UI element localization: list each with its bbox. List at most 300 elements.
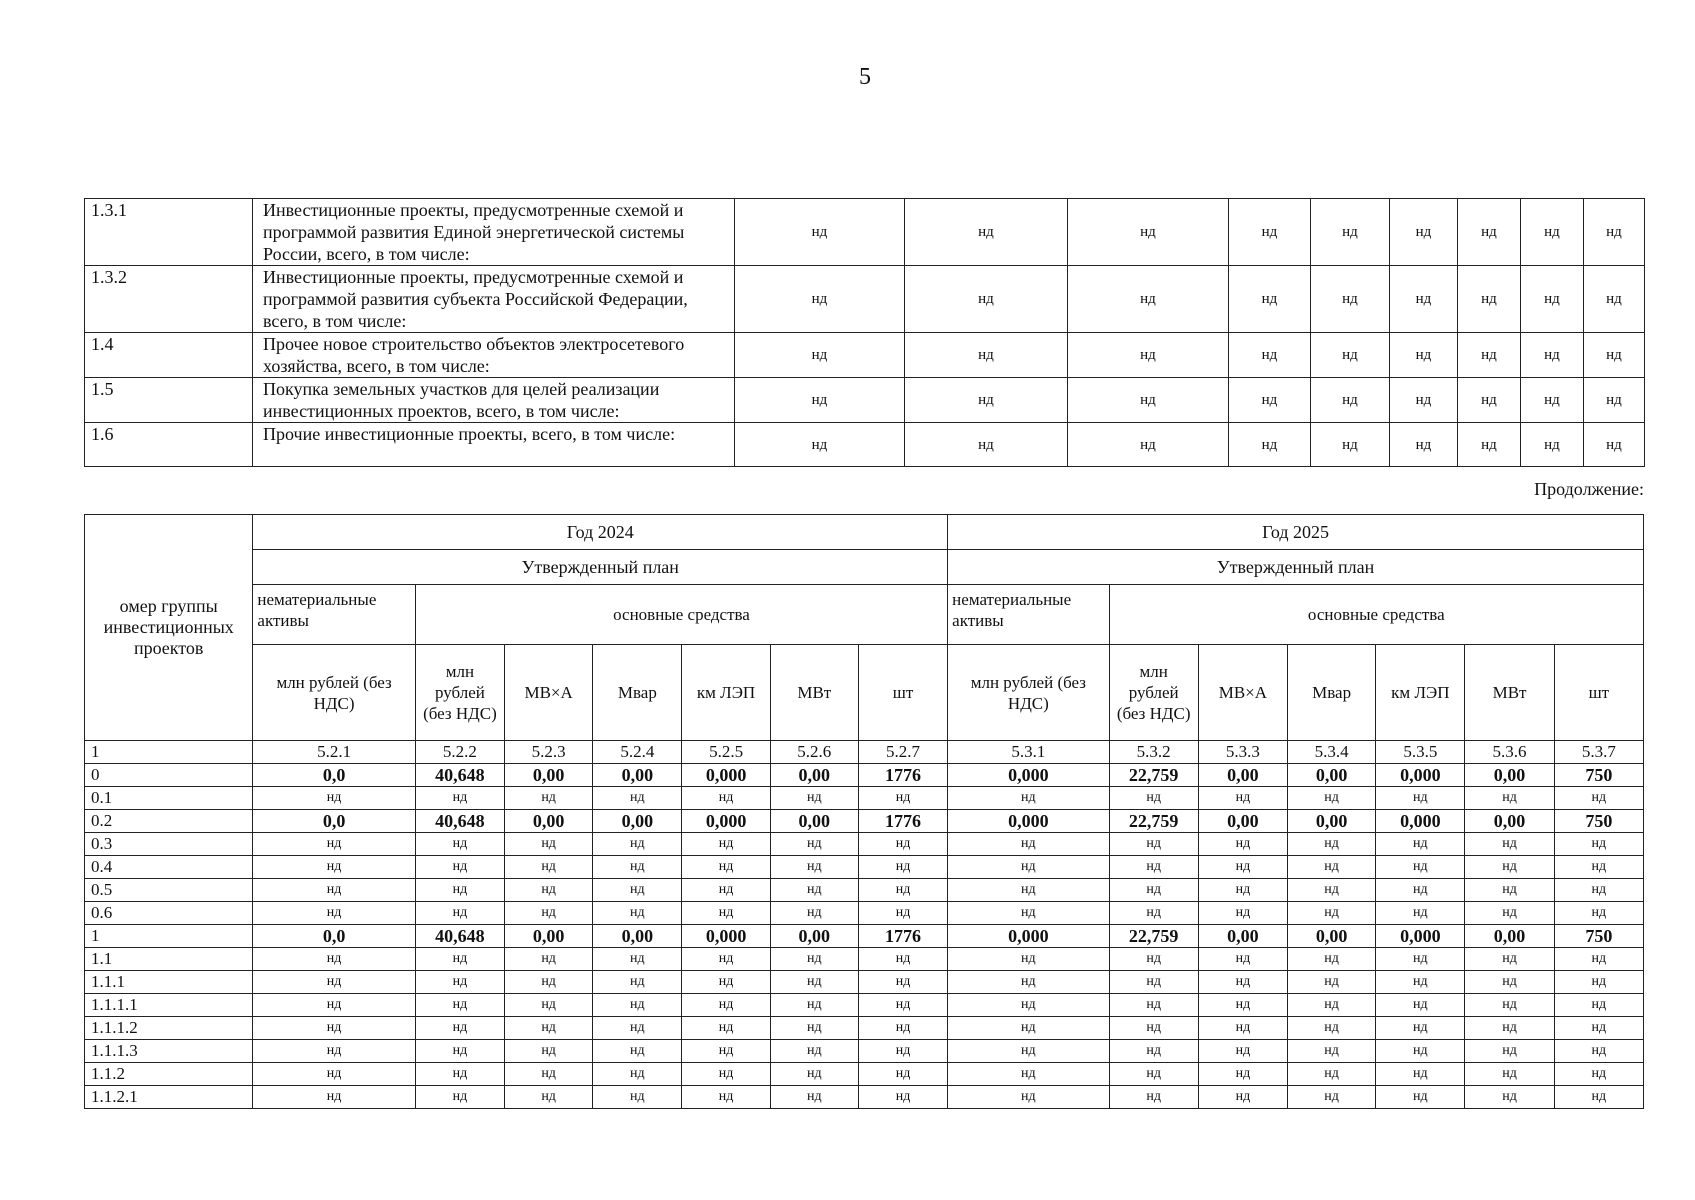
- top-table-row: [85, 266, 1645, 333]
- cell-value: 0,00: [1465, 764, 1554, 787]
- cell-value: нд: [1198, 833, 1287, 856]
- top-table-row: [85, 423, 1645, 467]
- cell-value: 22,759: [1109, 810, 1198, 833]
- cell-value: нд: [593, 1017, 682, 1040]
- cell-value: нд: [858, 1086, 947, 1109]
- row-code: 1.1: [85, 948, 253, 971]
- table-row: [85, 925, 1644, 948]
- cell-value: нд: [1554, 856, 1643, 879]
- cell-value: нд: [1311, 266, 1390, 333]
- cell-value: нд: [858, 902, 947, 925]
- table-row: [85, 879, 1644, 902]
- column-index: 5.2.1: [253, 741, 415, 764]
- column-index: 5.3.6: [1465, 741, 1554, 764]
- cell-value: нд: [415, 787, 504, 810]
- unit-header: Мвар: [593, 645, 682, 741]
- cell-value: нд: [593, 994, 682, 1017]
- cell-value: 0,00: [593, 810, 682, 833]
- intangible-2025-header: нематериальные активы: [948, 585, 1109, 645]
- row-code: 0: [85, 764, 253, 787]
- table-row: [85, 994, 1644, 1017]
- cell-value: нд: [1109, 787, 1198, 810]
- cell-value: нд: [1311, 423, 1390, 467]
- cell-value: нд: [682, 1063, 770, 1086]
- cell-value: нд: [505, 902, 593, 925]
- plan-2024-header: Утвержденный план: [253, 550, 948, 585]
- cell-value: нд: [593, 902, 682, 925]
- cell-value: нд: [1554, 833, 1643, 856]
- cell-value: нд: [1198, 1017, 1287, 1040]
- top-table-row: [85, 199, 1645, 266]
- cell-value: нд: [1376, 1063, 1465, 1086]
- cell-value: 22,759: [1109, 925, 1198, 948]
- top-table: [84, 198, 1645, 467]
- cell-value: нд: [858, 971, 947, 994]
- cell-value: нд: [1458, 423, 1521, 467]
- cell-value: нд: [1458, 199, 1521, 266]
- cell-value: нд: [1198, 856, 1287, 879]
- unit-header: км ЛЭП: [682, 645, 770, 741]
- cell-value: 0,00: [505, 764, 593, 787]
- cell-value: нд: [1109, 1017, 1198, 1040]
- cell-value: 0,00: [505, 925, 593, 948]
- unit-header: шт: [858, 645, 947, 741]
- cell-value: 0,00: [1198, 764, 1287, 787]
- cell-value: 0,000: [682, 810, 770, 833]
- cell-value: нд: [1229, 266, 1311, 333]
- cell-value: нд: [415, 1017, 504, 1040]
- cell-value: нд: [1198, 1063, 1287, 1086]
- row-code: 0.3: [85, 833, 253, 856]
- unit-header: МВт: [1465, 645, 1554, 741]
- cell-value: нд: [1288, 948, 1376, 971]
- row-code: 1: [85, 925, 253, 948]
- row-code: 1.1.2: [85, 1063, 253, 1086]
- cell-value: нд: [253, 1040, 415, 1063]
- column-index: 5.3.3: [1198, 741, 1287, 764]
- cell-value: нд: [948, 1017, 1109, 1040]
- cell-value: нд: [858, 787, 947, 810]
- cell-value: нд: [1229, 199, 1311, 266]
- cell-value: нд: [1376, 948, 1465, 971]
- cell-value: 0,00: [1288, 810, 1376, 833]
- cell-value: нд: [1554, 1086, 1643, 1109]
- cell-value: нд: [415, 994, 504, 1017]
- cell-value: нд: [948, 902, 1109, 925]
- cell-value: нд: [1109, 1040, 1198, 1063]
- cell-value: нд: [682, 787, 770, 810]
- cell-value: нд: [858, 879, 947, 902]
- unit-header: млн рублей (без НДС): [253, 645, 415, 741]
- cell-value: нд: [1465, 902, 1554, 925]
- column-index: 5.2.7: [858, 741, 947, 764]
- cell-value: 0,0: [253, 764, 415, 787]
- cell-value: нд: [1465, 856, 1554, 879]
- cell-value: нд: [1311, 333, 1390, 378]
- cell-value: 0,000: [1376, 764, 1465, 787]
- cell-value: нд: [253, 856, 415, 879]
- cell-value: нд: [1068, 199, 1229, 266]
- row-code: 1.3.1: [85, 199, 253, 266]
- cell-value: нд: [253, 948, 415, 971]
- cell-value: нд: [1458, 378, 1521, 423]
- cell-value: нд: [1288, 787, 1376, 810]
- row-code: 1.1.2.1: [85, 1086, 253, 1109]
- column-index: 5.2.2: [415, 741, 504, 764]
- cell-value: 0,000: [948, 810, 1109, 833]
- cell-value: 40,648: [415, 925, 504, 948]
- column-index: 5.3.5: [1376, 741, 1465, 764]
- cell-value: нд: [593, 1086, 682, 1109]
- cell-value: нд: [682, 833, 770, 856]
- cell-value: нд: [253, 1063, 415, 1086]
- column-index: 5.3.4: [1288, 741, 1376, 764]
- row-code: 1.1.1.1: [85, 994, 253, 1017]
- cell-value: нд: [415, 1040, 504, 1063]
- row-code: 0.2: [85, 810, 253, 833]
- unit-header: шт: [1554, 645, 1643, 741]
- cell-value: нд: [1521, 266, 1584, 333]
- cell-value: нд: [770, 971, 858, 994]
- cell-value: нд: [770, 856, 858, 879]
- cell-value: нд: [1376, 856, 1465, 879]
- cell-value: 1776: [858, 925, 947, 948]
- cell-value: 0,00: [1465, 925, 1554, 948]
- row-code: 1.1.1.2: [85, 1017, 253, 1040]
- year-2025-header: Год 2025: [948, 515, 1644, 550]
- cell-value: 0,000: [1376, 925, 1465, 948]
- cell-value: нд: [948, 879, 1109, 902]
- cell-value: нд: [1198, 971, 1287, 994]
- cell-value: нд: [593, 948, 682, 971]
- fixed-assets-2025-header: основные средства: [1109, 585, 1643, 645]
- cell-value: нд: [1288, 1086, 1376, 1109]
- cell-value: 0,00: [1465, 810, 1554, 833]
- cell-value: 750: [1554, 925, 1643, 948]
- cell-value: нд: [948, 856, 1109, 879]
- cell-value: нд: [1109, 902, 1198, 925]
- cell-value: нд: [1376, 1040, 1465, 1063]
- cell-value: нд: [505, 948, 593, 971]
- cell-value: 0,000: [682, 925, 770, 948]
- cell-value: 22,759: [1109, 764, 1198, 787]
- cell-value: нд: [593, 1040, 682, 1063]
- row-code: 0.5: [85, 879, 253, 902]
- cell-value: 0,00: [770, 925, 858, 948]
- cell-value: нд: [1390, 423, 1458, 467]
- cell-value: нд: [735, 199, 905, 266]
- cell-value: нд: [1109, 948, 1198, 971]
- cell-value: нд: [948, 1086, 1109, 1109]
- cell-value: 750: [1554, 810, 1643, 833]
- cell-value: нд: [1584, 266, 1645, 333]
- cell-value: нд: [1109, 856, 1198, 879]
- cell-value: нд: [948, 971, 1109, 994]
- cell-value: нд: [1465, 833, 1554, 856]
- cell-value: нд: [1229, 378, 1311, 423]
- cell-value: 0,00: [593, 764, 682, 787]
- row-description: Инвестиционные проекты, предусмотренные схемой и программой развития Единой энергетической системы России, всего, в том числе:: [253, 199, 735, 266]
- column-index: 5.3.2: [1109, 741, 1198, 764]
- cell-value: нд: [682, 971, 770, 994]
- cell-value: нд: [415, 948, 504, 971]
- cell-value: нд: [948, 1040, 1109, 1063]
- cell-value: 0,00: [593, 925, 682, 948]
- cell-value: нд: [858, 833, 947, 856]
- unit-header: км ЛЭП: [1376, 645, 1465, 741]
- row-code: 1.1.1.3: [85, 1040, 253, 1063]
- cell-value: нд: [1458, 266, 1521, 333]
- cell-value: 0,00: [770, 764, 858, 787]
- cell-value: 0,0: [253, 925, 415, 948]
- cell-value: нд: [1584, 199, 1645, 266]
- cell-value: нд: [1198, 902, 1287, 925]
- year-2024-header: Год 2024: [253, 515, 948, 550]
- cell-value: нд: [1068, 266, 1229, 333]
- column-index: 5.2.4: [593, 741, 682, 764]
- cell-value: нд: [948, 994, 1109, 1017]
- cell-value: нд: [1109, 833, 1198, 856]
- column-index: 5.2.3: [505, 741, 593, 764]
- cell-value: нд: [1465, 971, 1554, 994]
- unit-header: млн рублей (без НДС): [1109, 645, 1198, 741]
- cell-value: нд: [253, 971, 415, 994]
- cell-value: нд: [858, 856, 947, 879]
- cell-value: нд: [593, 971, 682, 994]
- cell-value: нд: [770, 902, 858, 925]
- cell-value: нд: [735, 266, 905, 333]
- cell-value: нд: [415, 902, 504, 925]
- table-row: [85, 856, 1644, 879]
- cell-value: нд: [1288, 1040, 1376, 1063]
- cell-value: нд: [415, 856, 504, 879]
- cell-value: нд: [1376, 879, 1465, 902]
- cell-value: нд: [593, 787, 682, 810]
- cell-value: нд: [1376, 902, 1465, 925]
- cell-value: нд: [1229, 333, 1311, 378]
- table-row: [85, 1040, 1644, 1063]
- cell-value: 40,648: [415, 764, 504, 787]
- cell-value: нд: [1311, 378, 1390, 423]
- group-number-header: омер группы инвестиционных проектов: [85, 515, 253, 741]
- cell-value: нд: [253, 1086, 415, 1109]
- cell-value: нд: [682, 902, 770, 925]
- cell-value: нд: [1198, 948, 1287, 971]
- cell-value: нд: [1554, 994, 1643, 1017]
- cell-value: нд: [858, 994, 947, 1017]
- cell-value: нд: [1584, 423, 1645, 467]
- column-index: 5.2.6: [770, 741, 858, 764]
- cell-value: нд: [505, 971, 593, 994]
- cell-value: нд: [505, 1063, 593, 1086]
- cell-value: нд: [1109, 994, 1198, 1017]
- cell-value: 750: [1554, 764, 1643, 787]
- cell-value: нд: [593, 879, 682, 902]
- top-table-row: [85, 333, 1645, 378]
- cell-value: нд: [735, 333, 905, 378]
- row-code: 1.6: [85, 423, 253, 467]
- cell-value: нд: [1288, 879, 1376, 902]
- cell-value: нд: [948, 948, 1109, 971]
- cell-value: нд: [1229, 423, 1311, 467]
- cell-value: 0,00: [1198, 925, 1287, 948]
- cell-value: нд: [1554, 971, 1643, 994]
- cell-value: 0,00: [770, 810, 858, 833]
- cell-value: 40,648: [415, 810, 504, 833]
- cell-value: нд: [1465, 1040, 1554, 1063]
- cell-value: нд: [682, 879, 770, 902]
- cell-value: нд: [1521, 333, 1584, 378]
- unit-header: Мвар: [1288, 645, 1376, 741]
- cell-value: нд: [1554, 948, 1643, 971]
- cell-value: нд: [1554, 879, 1643, 902]
- cell-value: нд: [770, 1040, 858, 1063]
- row-description: Прочие инвестиционные проекты, всего, в том числе:: [253, 423, 735, 467]
- cell-value: нд: [415, 879, 504, 902]
- cell-value: нд: [1521, 378, 1584, 423]
- cell-value: нд: [858, 1017, 947, 1040]
- cell-value: нд: [1554, 1063, 1643, 1086]
- cell-value: нд: [1390, 266, 1458, 333]
- cell-value: нд: [593, 1063, 682, 1086]
- cell-value: нд: [1390, 199, 1458, 266]
- cell-value: нд: [253, 787, 415, 810]
- unit-header: МВ×А: [505, 645, 593, 741]
- cell-value: нд: [1465, 1017, 1554, 1040]
- unit-header: МВ×А: [1198, 645, 1287, 741]
- cell-value: нд: [505, 1040, 593, 1063]
- cell-value: нд: [1390, 333, 1458, 378]
- cell-value: нд: [1521, 423, 1584, 467]
- cell-value: нд: [1198, 994, 1287, 1017]
- column-index: 5.3.7: [1554, 741, 1643, 764]
- table-row: [85, 833, 1644, 856]
- cell-value: нд: [1465, 994, 1554, 1017]
- cell-value: нд: [1376, 787, 1465, 810]
- cell-value: нд: [505, 787, 593, 810]
- column-index: 5.3.1: [948, 741, 1109, 764]
- table-row: [85, 1086, 1644, 1109]
- unit-header: млн рублей (без НДС): [948, 645, 1109, 741]
- cell-value: нд: [505, 879, 593, 902]
- cell-value: нд: [253, 994, 415, 1017]
- cell-value: нд: [415, 971, 504, 994]
- cell-value: нд: [253, 879, 415, 902]
- cell-value: нд: [1584, 378, 1645, 423]
- cell-value: нд: [735, 378, 905, 423]
- cell-value: нд: [505, 833, 593, 856]
- cell-value: нд: [415, 1063, 504, 1086]
- cell-value: нд: [1521, 199, 1584, 266]
- row-code: 1.1.1: [85, 971, 253, 994]
- cell-value: 0,00: [1288, 764, 1376, 787]
- cell-value: 0,00: [1288, 925, 1376, 948]
- cell-value: нд: [1554, 787, 1643, 810]
- cell-value: нд: [253, 1017, 415, 1040]
- main-table: [84, 514, 1644, 1109]
- cell-value: нд: [905, 199, 1068, 266]
- cell-value: нд: [1288, 1063, 1376, 1086]
- row-code: 1: [85, 741, 253, 764]
- row-description: Прочее новое строительство объектов электросетевого хозяйства, всего, в том числе:: [253, 333, 735, 378]
- table-row: [85, 764, 1644, 787]
- table-row: [85, 787, 1644, 810]
- cell-value: нд: [770, 787, 858, 810]
- cell-value: нд: [1288, 902, 1376, 925]
- cell-value: нд: [1288, 833, 1376, 856]
- plan-2025-header: Утвержденный план: [948, 550, 1644, 585]
- row-code: 0.1: [85, 787, 253, 810]
- cell-value: нд: [1288, 971, 1376, 994]
- column-index: 5.2.5: [682, 741, 770, 764]
- cell-value: нд: [1288, 1017, 1376, 1040]
- cell-value: нд: [905, 423, 1068, 467]
- cell-value: нд: [1465, 948, 1554, 971]
- cell-value: нд: [1198, 879, 1287, 902]
- cell-value: нд: [415, 1086, 504, 1109]
- cell-value: нд: [905, 266, 1068, 333]
- row-code: 1.3.2: [85, 266, 253, 333]
- table-row: [85, 971, 1644, 994]
- cell-value: 0,000: [948, 925, 1109, 948]
- cell-value: нд: [858, 1040, 947, 1063]
- cell-value: нд: [770, 1017, 858, 1040]
- cell-value: нд: [905, 378, 1068, 423]
- cell-value: нд: [682, 1086, 770, 1109]
- cell-value: нд: [1109, 971, 1198, 994]
- cell-value: нд: [1376, 1017, 1465, 1040]
- row-code: 1.4: [85, 333, 253, 378]
- cell-value: 1776: [858, 810, 947, 833]
- cell-value: нд: [505, 856, 593, 879]
- cell-value: нд: [858, 1063, 947, 1086]
- cell-value: нд: [1376, 833, 1465, 856]
- cell-value: нд: [1198, 1086, 1287, 1109]
- table-row: [85, 1017, 1644, 1040]
- row-description: Инвестиционные проекты, предусмотренные схемой и программой развития субъекта Российской Федерации, всего, в том числе:: [253, 266, 735, 333]
- row-description: Покупка земельных участков для целей реализации инвестиционных проектов, всего, в том числе:: [253, 378, 735, 423]
- cell-value: нд: [1458, 333, 1521, 378]
- cell-value: нд: [1376, 1086, 1465, 1109]
- cell-value: нд: [1288, 856, 1376, 879]
- cell-value: нд: [948, 833, 1109, 856]
- row-code: 0.4: [85, 856, 253, 879]
- cell-value: нд: [682, 994, 770, 1017]
- cell-value: нд: [1554, 1017, 1643, 1040]
- cell-value: нд: [682, 948, 770, 971]
- cell-value: 0,00: [505, 810, 593, 833]
- cell-value: нд: [1554, 1040, 1643, 1063]
- cell-value: нд: [1109, 1063, 1198, 1086]
- cell-value: нд: [948, 1063, 1109, 1086]
- cell-value: нд: [253, 833, 415, 856]
- table-row: [85, 902, 1644, 925]
- page-number: 5: [859, 64, 871, 90]
- cell-value: нд: [1198, 1040, 1287, 1063]
- cell-value: нд: [682, 856, 770, 879]
- cell-value: нд: [682, 1040, 770, 1063]
- cell-value: нд: [1068, 333, 1229, 378]
- cell-value: нд: [253, 902, 415, 925]
- cell-value: нд: [1109, 1086, 1198, 1109]
- cell-value: 0,000: [1376, 810, 1465, 833]
- cell-value: 1776: [858, 764, 947, 787]
- cell-value: нд: [1376, 994, 1465, 1017]
- cell-value: нд: [948, 787, 1109, 810]
- cell-value: нд: [770, 994, 858, 1017]
- cell-value: нд: [1554, 902, 1643, 925]
- cell-value: нд: [1068, 378, 1229, 423]
